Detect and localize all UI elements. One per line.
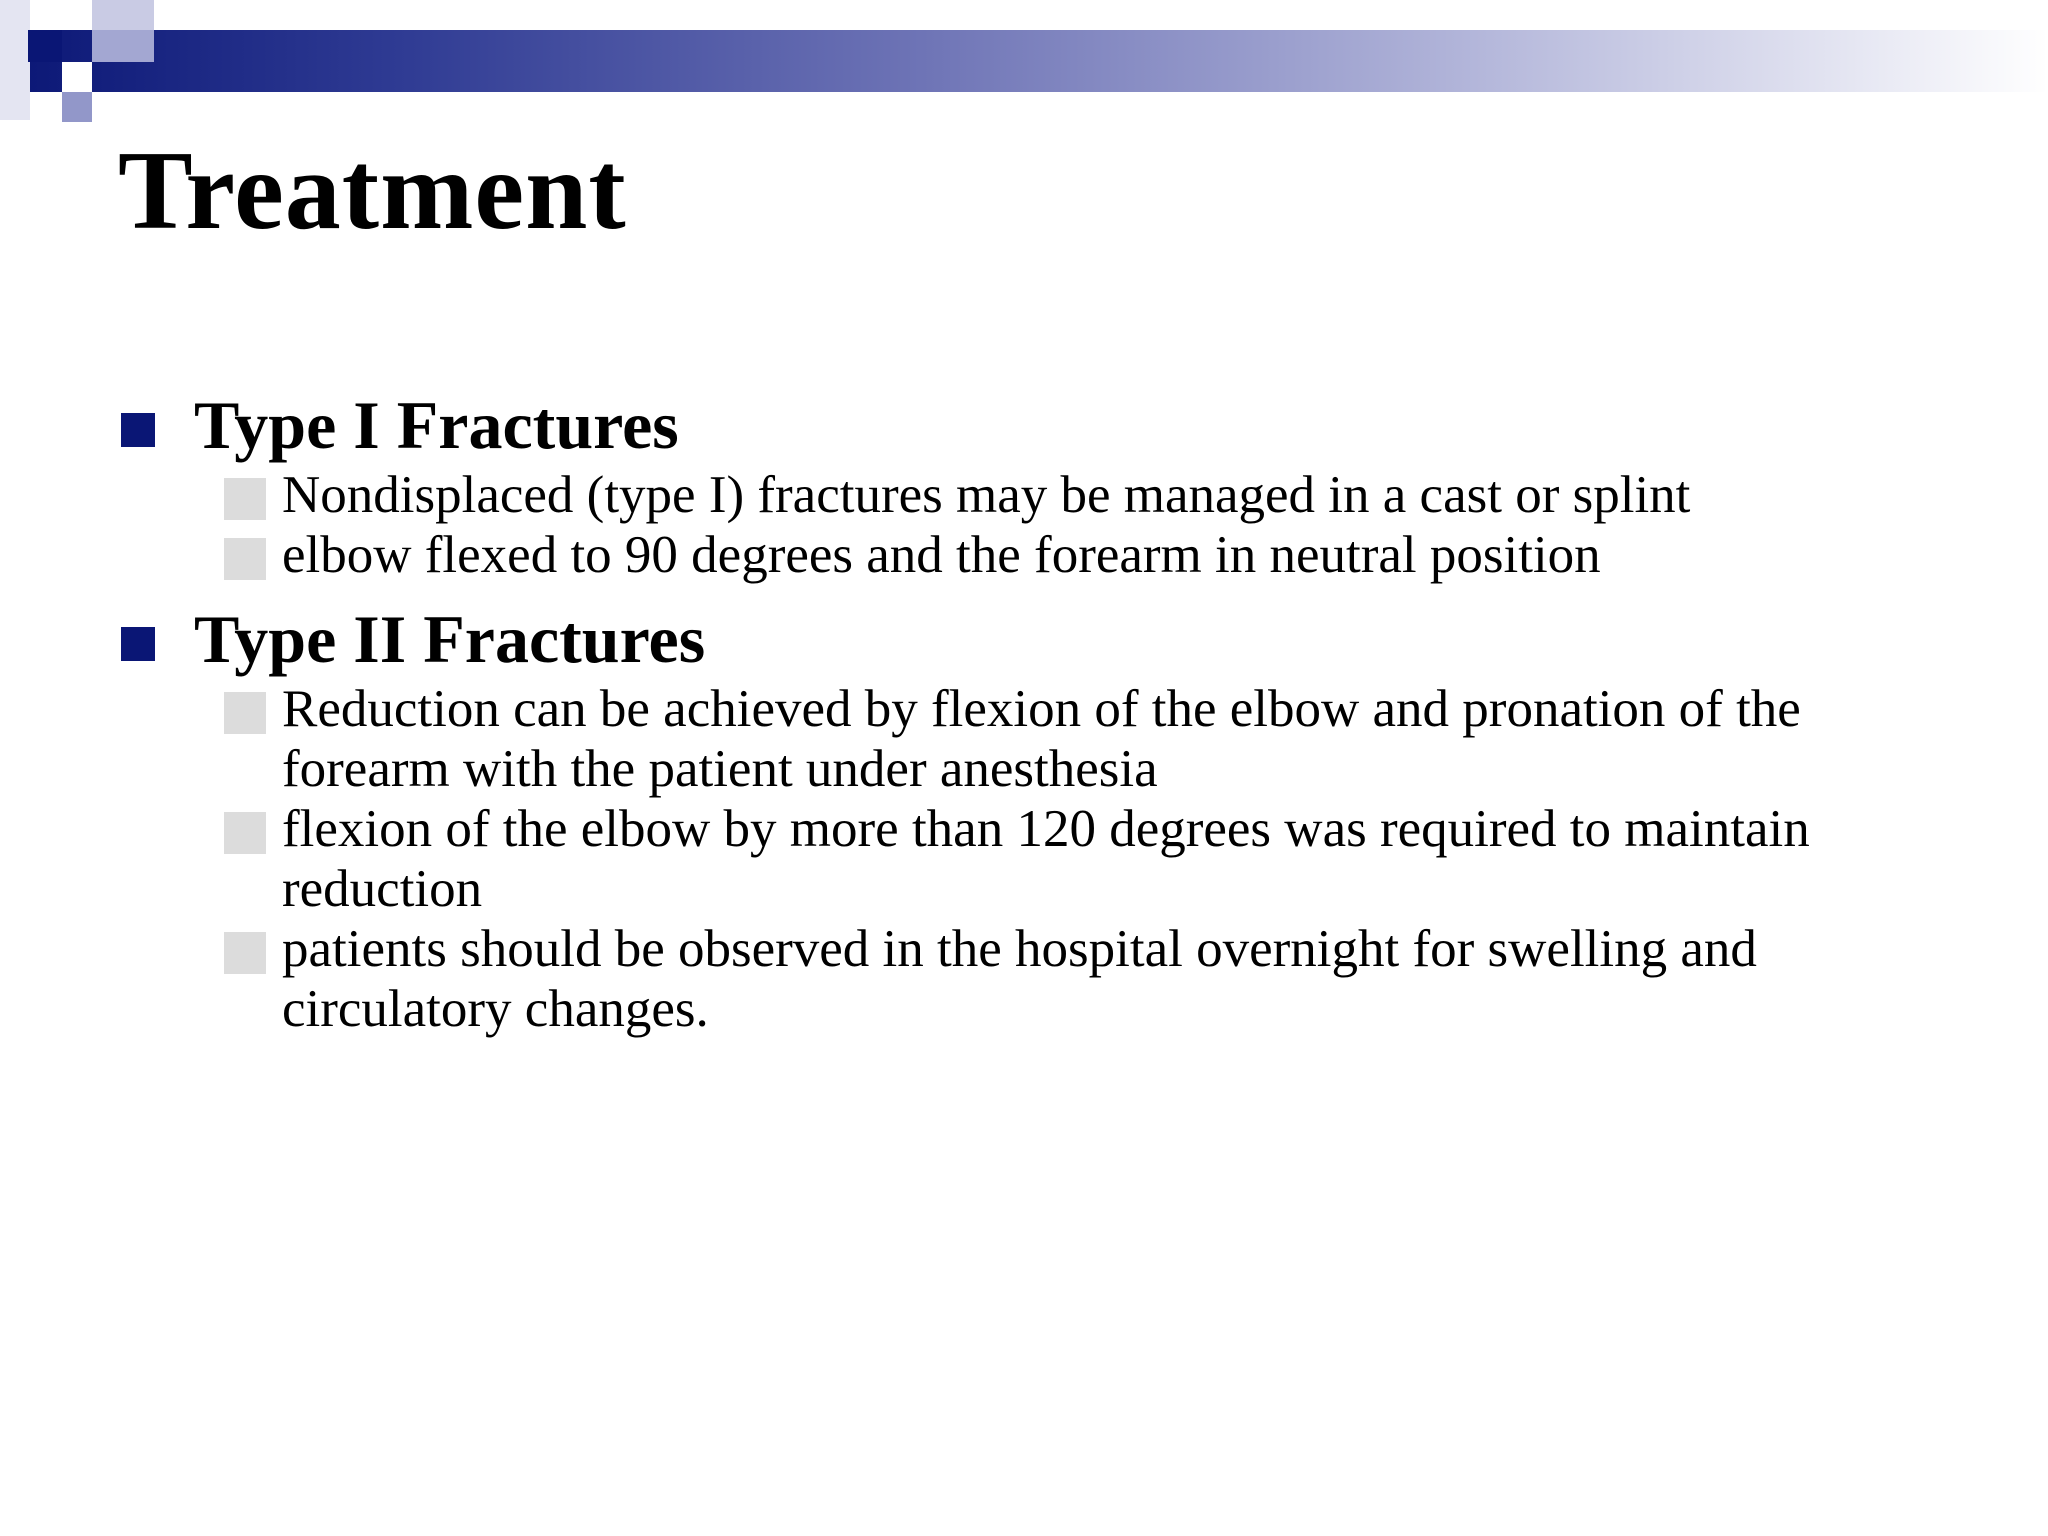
square-bullet-icon <box>224 932 266 974</box>
list-item <box>118 919 1958 1039</box>
square-bullet-icon <box>224 478 266 520</box>
section-heading <box>118 385 1958 465</box>
square-bullet-icon <box>121 627 155 661</box>
section-heading-text: Type I Fractures <box>194 387 679 463</box>
square-bullet-icon <box>224 692 266 734</box>
list-item <box>118 525 1958 585</box>
section-heading <box>118 599 1958 679</box>
sub-bullet-list <box>118 679 1958 1039</box>
square-bullet-icon <box>121 413 155 447</box>
list-item-text: Nondisplaced (type I) fractures may be managed in a cast or splint <box>282 466 1691 524</box>
list-item-text: Reduction can be achieved by flexion of the elbow and pronation of the forearm with the patient under anesthesia <box>282 680 1801 798</box>
list-item <box>118 679 1958 799</box>
list-item-text: flexion of the elbow by more than 120 degrees was required to maintain reduction <box>282 800 1810 918</box>
sub-bullet-list <box>118 465 1958 585</box>
list-item <box>118 465 1958 525</box>
list-item <box>118 799 1958 919</box>
list-item-text: elbow flexed to 90 degrees and the forearm in neutral position <box>282 526 1601 584</box>
section-type-i <box>118 385 1958 585</box>
section-heading-text: Type II Fractures <box>194 601 706 677</box>
section-type-ii <box>118 599 1958 1039</box>
square-bullet-icon <box>224 812 266 854</box>
header-gradient-bar <box>0 30 2048 92</box>
corner-squares-decoration <box>0 0 160 130</box>
list-item-text: patients should be observed in the hospital overnight for swelling and circulatory changes. <box>282 920 1757 1038</box>
slide-body <box>118 385 1958 1053</box>
square-bullet-icon <box>224 538 266 580</box>
slide-title: Treatment <box>118 129 627 253</box>
